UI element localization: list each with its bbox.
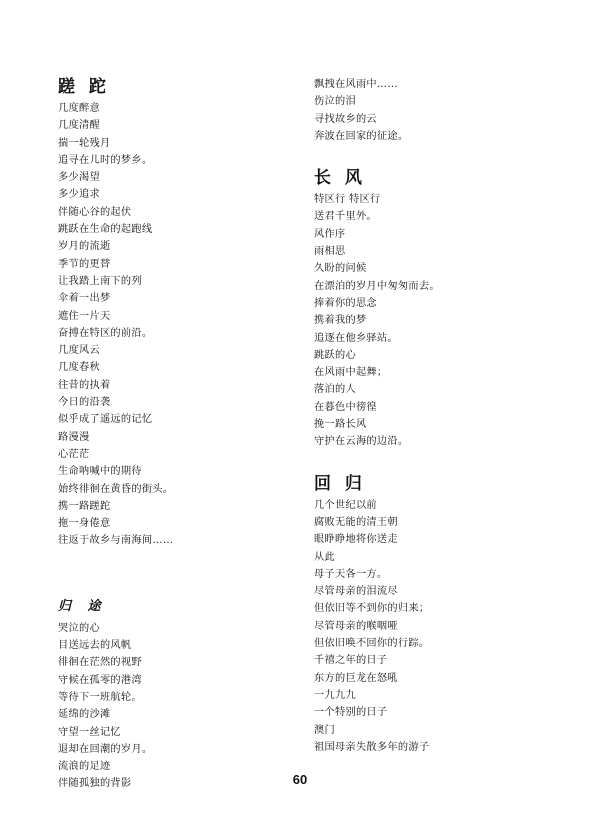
poem-line: 守望一丝记忆 bbox=[58, 726, 121, 738]
poem-line: 母子天各一方。 bbox=[314, 568, 388, 580]
poem-line: 等待下一班航轮。 bbox=[58, 691, 142, 703]
poem-line: 特区行 特区行 bbox=[314, 194, 381, 206]
poem-title: 归 途 bbox=[58, 598, 107, 614]
poem-line: 久盼的问候 bbox=[314, 263, 367, 275]
poem-line: 眼睁睁地将你送走 bbox=[314, 534, 398, 546]
poem-line: 揣一轮残月 bbox=[58, 137, 111, 149]
poem-line: 几度春秋 bbox=[58, 362, 100, 374]
poem-line: 捧着你的思念 bbox=[314, 297, 377, 309]
poem-line: 遮住一片天 bbox=[58, 310, 111, 322]
poem-line: 心茫茫 bbox=[58, 448, 90, 460]
poem-line: 几度醉意 bbox=[58, 103, 100, 114]
poem-line: 风作序 bbox=[314, 228, 346, 240]
poem-line: 跳跃在生命的起跑线 bbox=[58, 224, 153, 236]
poem-line: 携一路蹉跎 bbox=[58, 500, 111, 512]
poem-lines bbox=[58, 620, 288, 793]
poem-line: 几度风云 bbox=[58, 345, 100, 357]
right-column bbox=[314, 76, 554, 756]
stanza-gap bbox=[314, 451, 554, 473]
poem-line: 往昔的执着 bbox=[58, 379, 111, 391]
poem-title: 蹉 跎 bbox=[58, 77, 110, 97]
poem-line: 今日的沿袭 bbox=[58, 397, 111, 409]
poem-title: 回 归 bbox=[314, 473, 366, 494]
poem-line: 在风雨中起舞； bbox=[314, 367, 388, 379]
poem-line: 季节的更替 bbox=[58, 258, 111, 270]
poem-line: 跳跃的心 bbox=[314, 349, 356, 361]
poem-line: 奋搏在特区的前沿。 bbox=[58, 327, 153, 339]
poem-line: 退却在回潮的岁月。 bbox=[58, 743, 153, 755]
poem-line: 路漫漫 bbox=[58, 431, 90, 443]
poem-line: 追寻在儿时的梦乡。 bbox=[58, 154, 153, 166]
poem-lines bbox=[314, 76, 554, 145]
poem-line: 一九九九 bbox=[314, 689, 356, 701]
poem-line: 守候在孤零的港湾 bbox=[58, 674, 142, 686]
poem-line: 始终徘徊在黄昏的街头。 bbox=[58, 483, 174, 495]
left-column bbox=[58, 76, 288, 793]
poem-line: 东方的巨龙在怒吼 bbox=[314, 672, 398, 684]
stanza-gap bbox=[58, 550, 288, 573]
poem-line: 奔波在回家的征途。 bbox=[314, 130, 409, 142]
poem-line: 伞着一出梦 bbox=[58, 293, 111, 305]
poem-line: 让我踏上南下的列 bbox=[58, 275, 142, 287]
poem-cuotuo bbox=[58, 76, 288, 550]
poem-changfeng bbox=[314, 167, 554, 450]
poem-line: 目送远去的风帆 bbox=[58, 640, 132, 652]
poem-line: 延绵的沙滩 bbox=[58, 709, 111, 721]
poem-line: 但依旧唤不回你的行踪。 bbox=[314, 638, 430, 650]
poem-line: 多少渴望 bbox=[58, 172, 100, 184]
poem-line: 在暮色中徬徨 bbox=[314, 401, 377, 413]
poem-line: 腐败无能的清王朝 bbox=[314, 516, 398, 528]
poem-line: 流浪的足迹 bbox=[58, 761, 111, 773]
poem-lines bbox=[314, 191, 554, 450]
poem-guitu-continued bbox=[314, 76, 554, 145]
poem-line: 徘徊在茫然的视野 bbox=[58, 657, 142, 669]
poem-lines bbox=[58, 100, 288, 550]
poem-line: 伤泣的泪 bbox=[314, 96, 356, 108]
poem-huigui bbox=[314, 473, 554, 756]
poem-line: 祖国母亲失散多年的游子 bbox=[314, 741, 430, 753]
poem-line: 追逐在他乡驿站。 bbox=[314, 332, 398, 344]
poem-guitu bbox=[58, 596, 288, 793]
poem-line: 尽管母亲的泪流尽 bbox=[314, 586, 398, 598]
poem-line: 守护在云海的边沿。 bbox=[314, 436, 409, 448]
poem-line: 多少追求 bbox=[58, 189, 100, 201]
poem-line: 一个特别的日子 bbox=[314, 707, 388, 719]
poem-line: 从此 bbox=[314, 551, 335, 563]
poem-line: 似乎成了遥远的记忆 bbox=[58, 414, 153, 426]
poem-line: 伴随孤独的背影 bbox=[58, 778, 132, 790]
poem-line: 但依旧等不到你的归来； bbox=[314, 603, 430, 615]
poem-line: 哭泣的心 bbox=[58, 622, 100, 634]
poem-line: 岁月的流逝 bbox=[58, 241, 111, 253]
poem-line: 几个世纪以前 bbox=[314, 499, 377, 511]
poem-line: 生命呐喊中的期待 bbox=[58, 466, 142, 478]
poem-line: 飘拽在风雨中…… bbox=[314, 79, 398, 90]
poem-line: 澳门 bbox=[314, 724, 335, 736]
stanza-gap bbox=[314, 145, 554, 167]
poem-line: 在漂泊的岁月中匆匆而去。 bbox=[314, 280, 440, 292]
poem-line: 雨相思 bbox=[314, 246, 346, 258]
stanza-gap bbox=[58, 573, 288, 596]
poem-line: 伴随心谷的起伏 bbox=[58, 206, 132, 218]
poem-line: 尽管母亲的喉咽哑 bbox=[314, 620, 398, 632]
poem-line: 千禧之年的日子 bbox=[314, 655, 388, 667]
poem-line: 落泊的人 bbox=[314, 384, 356, 396]
poem-line: 挽一路长风 bbox=[314, 419, 367, 431]
poem-line: 几度清醒 bbox=[58, 120, 100, 132]
poem-line: 往返于故乡与南海间…… bbox=[58, 535, 174, 547]
page-number: 60 bbox=[292, 772, 308, 787]
poem-line: 寻找故乡的云 bbox=[314, 113, 377, 125]
poem-lines bbox=[314, 497, 554, 756]
poem-title: 长 风 bbox=[314, 168, 366, 189]
poem-line: 送君千里外。 bbox=[314, 211, 377, 223]
poem-line: 携着我的梦 bbox=[314, 315, 367, 327]
poem-line: 拖一身倦意 bbox=[58, 518, 111, 530]
